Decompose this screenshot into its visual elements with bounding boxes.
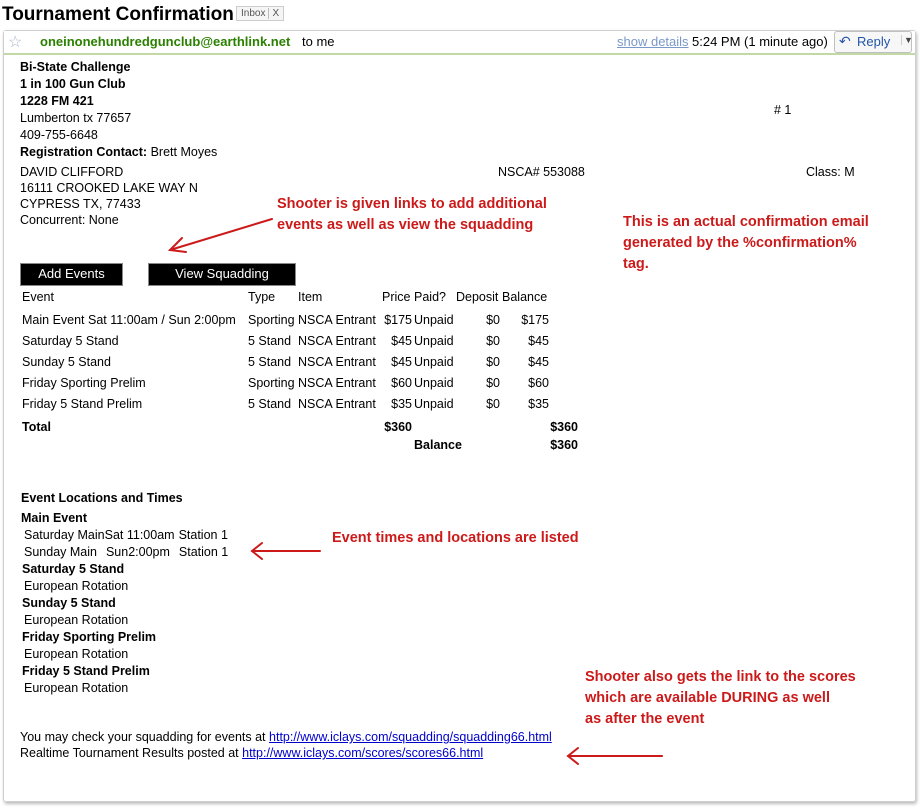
cell-deposit: $0	[486, 334, 500, 348]
col-header-price: Price	[382, 290, 411, 304]
cell-paid: Unpaid	[414, 313, 454, 327]
arrow-icon	[568, 748, 662, 764]
annotation-line: This is an actual confirmation email	[623, 214, 869, 230]
club-name: 1 in 100 Gun Club	[20, 77, 126, 91]
cell-item: NSCA Entrant	[298, 397, 376, 411]
shooter-city: CYPRESS TX, 77433	[20, 197, 141, 211]
confirmation-number: # 1	[774, 103, 792, 117]
shooter-name: DAVID CLIFFORD	[20, 165, 124, 179]
location-time: Sun2:00pm	[105, 545, 170, 559]
location-detail: European Rotation	[24, 647, 129, 661]
cell-item: NSCA Entrant	[298, 334, 376, 348]
location-station: Station 1	[178, 528, 228, 542]
total-label: Total	[22, 420, 51, 434]
registration-contact-label: Registration Contact:	[20, 145, 148, 159]
col-header-balance: Balance	[502, 290, 548, 304]
cell-event: Friday 5 Stand Prelim	[22, 397, 143, 411]
annotation-line: Shooter also gets the link to the scores	[585, 669, 856, 685]
cell-price: $45	[391, 334, 412, 348]
location-station: Station 1	[178, 545, 229, 559]
squadding-text: You may check your squadding for events at	[20, 730, 266, 744]
location-detail: European Rotation	[24, 681, 129, 695]
club-city: Lumberton tx 77657	[20, 111, 132, 125]
cell-type: 5 Stand	[248, 334, 292, 348]
annotation-line: Shooter is given links to add additional	[277, 196, 547, 212]
annotation-line: events as well as view the squadding	[277, 217, 534, 233]
cell-item: NSCA Entrant	[298, 376, 376, 390]
add-events-button[interactable]: Add Events	[20, 263, 123, 286]
cell-balance: $45	[528, 334, 549, 348]
cell-deposit: $0	[486, 397, 500, 411]
cell-paid: Unpaid	[414, 376, 454, 390]
cell-event: Saturday 5 Stand	[22, 334, 119, 348]
location-group-title: Main Event	[21, 511, 87, 525]
event-name: Bi-State Challenge	[20, 60, 131, 74]
cell-item: NSCA Entrant	[298, 355, 376, 369]
sender-address[interactable]: oneinonehundredgunclub@earthlink.net	[40, 34, 291, 49]
location-name: Saturday Main	[24, 528, 105, 542]
cell-event: Friday Sporting Prelim	[22, 376, 146, 390]
view-squadding-button[interactable]: View Squadding	[148, 263, 296, 286]
annotation-line: tag.	[623, 256, 649, 272]
squadding-link[interactable]: http://www.iclays.com/squadding/squadding66.html	[269, 730, 552, 744]
timestamp: 5:24 PM (1 minute ago)	[692, 34, 828, 49]
cell-paid: Unpaid	[414, 397, 454, 411]
results-link[interactable]: http://www.iclays.com/scores/scores66.html	[242, 746, 484, 760]
location-name: Sunday Main	[24, 545, 97, 559]
cell-price: $60	[391, 376, 412, 390]
balance-value: $360	[550, 438, 578, 452]
locations-heading: Event Locations and Times	[21, 491, 183, 505]
show-details-link[interactable]: show details	[617, 34, 689, 49]
cell-paid: Unpaid	[414, 334, 454, 348]
cell-price: $35	[391, 397, 412, 411]
cell-balance: $45	[528, 355, 549, 369]
col-header-deposit: Deposit	[456, 290, 499, 304]
cell-paid: Unpaid	[414, 355, 454, 369]
star-icon[interactable]: ☆	[8, 34, 23, 51]
annotation-times: Event times and locations are listed	[332, 530, 579, 546]
club-phone: 409-755-6648	[20, 128, 98, 142]
cell-type: 5 Stand	[248, 397, 292, 411]
location-group-title: Friday 5 Stand Prelim	[22, 664, 150, 678]
location-time: Sat 11:00am	[104, 528, 175, 542]
col-header-item: Item	[298, 290, 323, 304]
location-group-title: Saturday 5 Stand	[22, 562, 125, 576]
col-header-event: Event	[22, 290, 54, 304]
balance-label: Balance	[414, 438, 462, 452]
cell-price: $45	[391, 355, 412, 369]
annotation-line: as after the event	[585, 711, 705, 727]
concurrent: Concurrent: None	[20, 213, 119, 227]
chevron-down-icon[interactable]: ▼	[901, 35, 913, 45]
shooter-address: 16111 CROOKED LAKE WAY N	[20, 181, 198, 195]
cell-balance: $35	[528, 397, 549, 411]
arrow-icon	[170, 219, 272, 252]
location-group-title: Sunday 5 Stand	[22, 596, 116, 610]
cell-price: $175	[384, 313, 412, 327]
total-balance: $360	[550, 420, 578, 434]
recipient: to me	[302, 34, 335, 49]
reply-arrow-icon: ↶	[839, 33, 851, 49]
results-text: Realtime Tournament Results posted at	[20, 746, 239, 760]
total-price: $360	[384, 420, 412, 434]
cell-type: Sporting	[248, 313, 295, 327]
location-group-title: Friday Sporting Prelim	[22, 630, 157, 644]
remove-label-icon[interactable]: X	[268, 8, 279, 19]
col-header-paid: Paid?	[414, 290, 446, 304]
cell-event: Main Event Sat 11:00am / Sun 2:00pm	[22, 313, 236, 327]
annotation-line: generated by the %confirmation%	[623, 235, 857, 251]
annotation-line: which are available DURING as well	[585, 690, 830, 706]
cell-type: 5 Stand	[248, 355, 292, 369]
location-detail: European Rotation	[24, 579, 129, 593]
shooter-class: Class: M	[806, 165, 855, 179]
reply-label: Reply	[857, 34, 891, 49]
location-detail: European Rotation	[24, 613, 129, 627]
nsca-number: NSCA# 553088	[498, 165, 585, 179]
cell-deposit: $0	[486, 355, 500, 369]
registration-contact-name: Brett Moyes	[150, 145, 218, 159]
cell-balance: $175	[521, 313, 549, 327]
inbox-label-text: Inbox	[241, 8, 266, 19]
cell-deposit: $0	[486, 376, 500, 390]
club-address: 1228 FM 421	[20, 94, 94, 108]
cell-deposit: $0	[486, 313, 500, 327]
email-subject: Tournament Confirmation	[2, 4, 234, 25]
arrow-icon	[252, 543, 320, 559]
cell-balance: $60	[528, 376, 549, 390]
cell-item: NSCA Entrant	[298, 313, 376, 327]
cell-type: Sporting	[248, 376, 295, 390]
cell-event: Sunday 5 Stand	[22, 355, 111, 369]
col-header-type: Type	[248, 290, 276, 304]
